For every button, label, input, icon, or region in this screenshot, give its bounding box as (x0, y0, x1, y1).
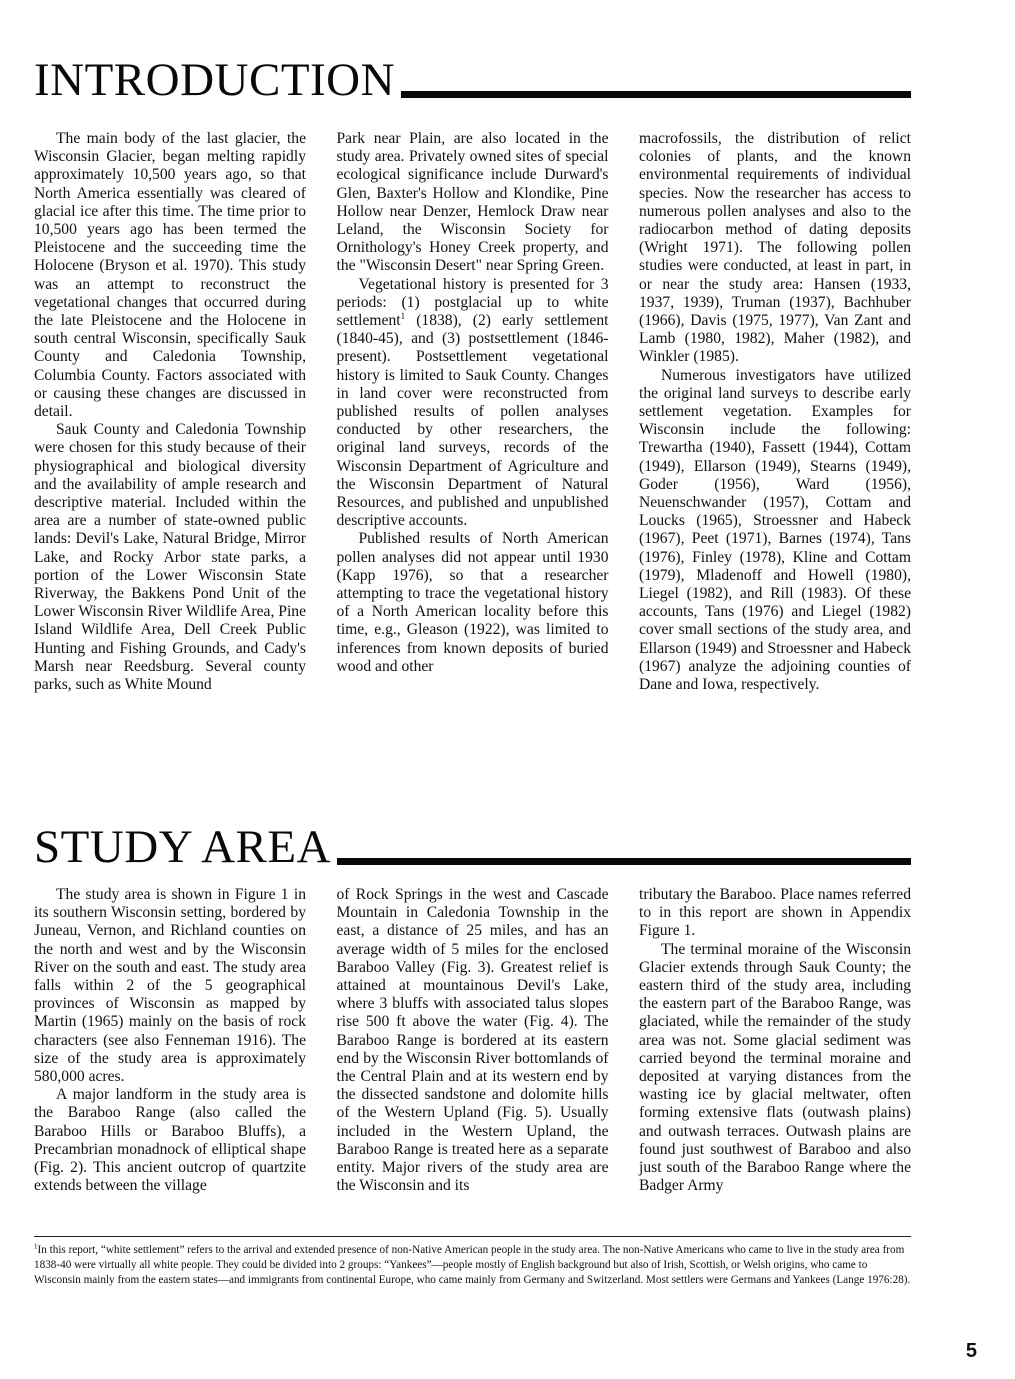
footnote (34, 1243, 911, 1288)
introduction-heading (34, 54, 911, 106)
paragraph: A major landform in the study area is the Baraboo Range (also called the Baraboo Hills or Baraboo Bluffs), a Precambrian monadnock of elliptical shape (Fig. 2). This ancient outcrop of quartzite extends between the village (34, 1086, 306, 1195)
intro-column-2 (337, 130, 609, 694)
paragraph (337, 276, 609, 531)
introduction-title: INTRODUCTION (34, 54, 396, 106)
footnote-text: In this report, “white settlement” refers to the arrival and extended presence of non-Native American people in the study area. The non-Native Americans who came to live in the study area from 1838-40 were virtually all white people. They could be divided into 2 groups: “Yankees”—people mostly of English background but also of Irish, Scottish, or Welsh origins, who came to Wisconsin mainly from the eastern states—and immigrants from continental Europe, who came mainly from Germany and Switzerland. Most settlers were Germans and Yankees (Lange 1976:28). (34, 1244, 911, 1286)
paragraph: The study area is shown in Figure 1 in its southern Wisconsin setting, bordered by Juneau, Vernon, and Richland counties on the north and west and by the Wisconsin River on the south and east. The study area falls within 2 of the 5 geographical provinces of Wisconsin as mapped by Martin (1965) mainly on the basis of rock characters (see also Fenneman 1916). The size of the study area is approximately 580,000 acres. (34, 886, 306, 1086)
study-column-2 (337, 886, 609, 1195)
paragraph: Sauk County and Caledonia Township were chosen for this study because of their physiographical and biological diversity and the availability of ample research and descriptive material. Included within the area are a number of state-owned public lands: Devil's Lake, Natural Bridge, Mirror Lake, and Rocky Arbor state parks, a portion of the Lower Wisconsin State Riverway, the Bakkens Pond Unit of the Lower Wisconsin River Wildlife Area, Pine Island Wildlife Area, Dell Creek Public Hunting and Fishing Grounds, and Cady's Marsh near Reedsburg. Several county parks, such as White Mound (34, 421, 306, 694)
paragraph-text: Vegetational history is presented for 3 periods: (1) postglacial up to white settlement (336, 275, 609, 330)
paragraph: The terminal moraine of the Wisconsin Glacier extends through Sauk County; the eastern third of the study area, including the eastern part of the Baraboo Range, was glaciated, while the remainder of the study area was not. Some glacial sediment was carried beyond the terminal moraine and deposited at varying distances from the wasting ice by glacial meltwater, often forming extensive flats (outwash plains) and outwash terraces. Outwash plains are found just southwest of Baraboo and also just south of the Baraboo Range where the Badger Army (639, 940, 911, 1195)
footnote-marker: 1 (34, 1242, 38, 1251)
study-area-columns (34, 886, 911, 1195)
study-area-heading (34, 821, 911, 873)
footnote-marker: 1 (400, 310, 406, 321)
paragraph: The main body of the last glacier, the Wisconsin Glacier, began melting rapidly approximately 10,500 years ago, so that North America essentially was cleared of glacial ice after this time. The time prior to 10,500 years ago has been termed the Pleistocene and the succeeding time the Holocene (Bryson et al. 1970). This study was an attempt to reconstruct the vegetational changes that occurred during the late Pleistocene and the Holocene in south central Wisconsin, specifically Sauk County and Caledonia Township, Columbia County. Factors associated with or causing these changes are discussed in detail. (34, 130, 306, 421)
study-column-3 (639, 886, 911, 1195)
intro-column-3 (639, 130, 911, 694)
paragraph: Park near Plain, are also located in the study area. Privately owned sites of special ecological significance include Durward's Glen, Baxter's Hollow and Klondike, Pine Hollow near Denzer, Hemlock Draw near Leland, the Wisconsin Society for Ornithology's Honey Creek property, and the "Wisconsin Desert" near Spring Green. (336, 130, 609, 275)
heading-rule (337, 858, 911, 865)
introduction-columns (34, 130, 911, 694)
intro-column-1 (34, 130, 306, 694)
paragraph: tributary the Baraboo. Place names referred to in this report are shown in Appendix Figure 1. (639, 886, 911, 940)
page-number: 5 (965, 1340, 977, 1362)
paragraph: Published results of North American pollen analyses did not appear until 1930 (Kapp 1976), so that a researcher attempting to trace the vegetational history of a North American locality before this time, e.g., Gleason (1922), was limited to inferences from known deposits of buried wood and other (336, 530, 609, 675)
paragraph: Numerous investigators have utilized the original land surveys to describe early settlement vegetation. Examples for Wisconsin include the following: Trewartha (1940), Fassett (1944), Cottam (1949), Ellarson (1949), Stearns (1949), Goder (1956), Ward (1956), Neuenschwander (1957), Cottam and Loucks (1965), Stroessner and Habeck (1967), Peet (1971), Barnes (1974), Tans (1976), Finley (1978), Kline and Cottam (1979), Mladenoff and Howell (1980), Liegel (1982), and Rill (1983). Of these accounts, Tans (1976) and Liegel (1982) cover small sections of the study area, and Ellarson (1949) and Stroessner and Habeck (1967) analyze the adjoining counties of Dane and Iowa, respectively. (639, 366, 911, 694)
heading-rule (401, 91, 911, 98)
study-column-1 (34, 886, 306, 1195)
footnote-rule (34, 1236, 911, 1237)
study-area-title: STUDY AREA (34, 821, 332, 873)
paragraph-text: (1838), (2) early settlement (1840-45), and (3) postsettlement (1846-present). Postsettlement vegetational history is limited to Sauk County. Changes in land cover were reconstructed from published results of pollen analyses conducted by other researchers, the original land surveys, records of the Wisconsin Department of Agriculture and the Wisconsin Department of Natural Resources, and published and unpublished descriptive accounts. (336, 312, 609, 530)
paragraph: macrofossils, the distribution of relict colonies of plants, and the known environmental requirements of individual species. Now the researcher has access to numerous pollen analyses and also to the radiocarbon method of dating deposits (Wright 1971). The following pollen studies were conducted, at least in part, in or near the study area: Hansen (1933, 1937, 1939), Truman (1937), Bachhuber (1966), Davis (1975, 1977), Van Zant and Lamb (1980, 1982), Maher (1982), and Winkler (1985). (639, 130, 911, 366)
paragraph: of Rock Springs in the west and Cascade Mountain in Caledonia Township in the east, a distance of 25 miles, and has an average width of 5 miles for the enclosed Baraboo Valley (Fig. 3). Greatest relief is attained at mountainous Devil's Lake, where 3 bluffs with associated talus slopes rise 500 ft above the water (Fig. 4). The Baraboo Range is bordered at its eastern end by the Wisconsin River bottomlands of the Central Plain and at its western end by the dissected sandstone and dolomite hills of the Western Upland (Fig. 5). Usually included in the Western Upland, the Baraboo Range is treated here as a separate entity. Major rivers of the study area are the Wisconsin and its (336, 886, 609, 1195)
